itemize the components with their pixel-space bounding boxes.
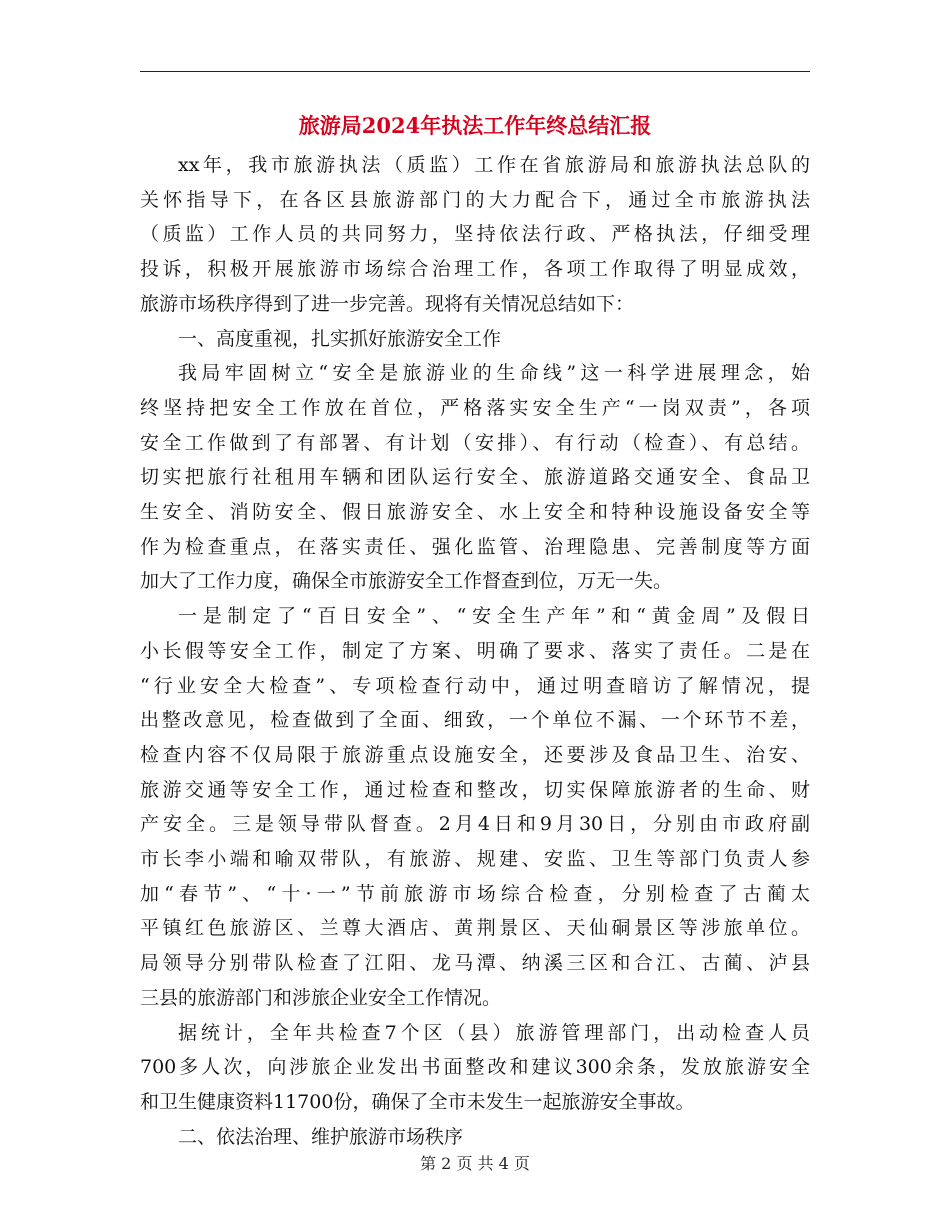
text-line: 一是制定了“百日安全”、“安全生产年”和“黄金周”及假日 — [178, 605, 810, 628]
text-line: 终坚持把安全工作放在首位，严格落实安全生产“一岗双责”，各项 — [140, 396, 810, 419]
text-line: 我局牢固树立“安全是旅游业的生命线”这一科学进展理念，始 — [178, 362, 810, 385]
text-line: 和卫生健康资料11700份，确保了全市未发生一起旅游安全事故。 — [140, 1090, 695, 1113]
text-line: 产安全。三是领导带队督查。2月4日和9月30日，分别由市政府副 — [140, 813, 810, 836]
text-line: 安全工作做到了有部署、有计划（安排）、有行动（检查）、有总结。 — [140, 431, 810, 454]
text-line: 旅游交通等安全工作，通过检查和整改，切实保障旅游者的生命、财 — [140, 778, 810, 801]
text-line: 出整改意见，检查做到了全面、细致，一个单位不漏、一个环节不差， — [140, 709, 810, 732]
text-line: （质监）工作人员的共同努力，坚持依法行政、严格执法，仔细受理 — [140, 223, 810, 246]
body-paragraph — [140, 322, 810, 357]
text-line: 据统计，全年共检查7个区（县）旅游管理部门，出动检查人员 — [178, 1021, 810, 1044]
text-line: 局领导分别带队检查了江阳、龙马潭、纳溪三区和合江、古蔺、泸县 — [140, 952, 810, 975]
text-line: 检查内容不仅局限于旅游重点设施安全，还要涉及食品卫生、治安、 — [140, 743, 810, 766]
text-line: xx年，我市旅游执法（质监）工作在省旅游局和旅游执法总队的 — [178, 154, 810, 176]
text-line: 加大了工作力度，确保全市旅游安全工作督查到位，万无一失。 — [140, 570, 673, 593]
text-line: 生安全、消防安全、假日旅游安全、水上安全和特种设施设备安全等 — [140, 501, 810, 524]
body-paragraph — [140, 1016, 810, 1120]
text-line: 关怀指导下，在各区县旅游部门的大力配合下，通过全市旅游执法 — [140, 188, 810, 211]
text-line: 小长假等安全工作，制定了方案、明确了要求、落实了责任。二是在 — [140, 639, 810, 662]
page-number: 第 2 页 共 4 页 — [420, 1154, 530, 1173]
text-line: 切实把旅行社租用车辆和团队运行安全、旅游道路交通安全、食品卫 — [140, 466, 810, 489]
text-line: 平镇红色旅游区、兰尊大酒店、黄荆景区、天仙硐景区等涉旅单位。 — [140, 917, 810, 940]
text-line: “行业安全大检查”、专项检查行动中，通过明查暗访了解情况，提 — [140, 674, 810, 697]
text-line: 投诉，积极开展旅游市场综合治理工作，各项工作取得了明显成效， — [140, 258, 810, 281]
header-rule — [140, 71, 810, 72]
text-line: 旅游市场秩序得到了进一步完善。现将有关情况总结如下： — [140, 292, 635, 315]
body-paragraph — [140, 356, 810, 599]
text-line: 作为检查重点，在落实责任、强化监管、治理隐患、完善制度等方面 — [140, 535, 810, 558]
body-paragraph — [140, 599, 810, 1015]
body-paragraph — [140, 148, 810, 322]
body-paragraph — [140, 1120, 810, 1155]
document-title: 旅游局2024年执法工作年终总结汇报 — [298, 113, 652, 138]
text-line: 加“春节”、“十·一”节前旅游市场综合检查，分别检查了古蔺太 — [140, 882, 810, 905]
text-line: 700多人次，向涉旅企业发出书面整改和建议300余条，发放旅游安全 — [140, 1056, 810, 1079]
text-line: 二、依法治理、维护旅游市场秩序 — [178, 1125, 464, 1148]
text-line: 市长李小端和喻双带队，有旅游、规建、安监、卫生等部门负责人参 — [140, 848, 810, 871]
text-line: 三县的旅游部门和涉旅企业安全工作情况。 — [140, 986, 502, 1009]
text-line: 一、高度重视，扎实抓好旅游安全工作 — [178, 327, 502, 350]
document-body — [140, 148, 810, 1154]
